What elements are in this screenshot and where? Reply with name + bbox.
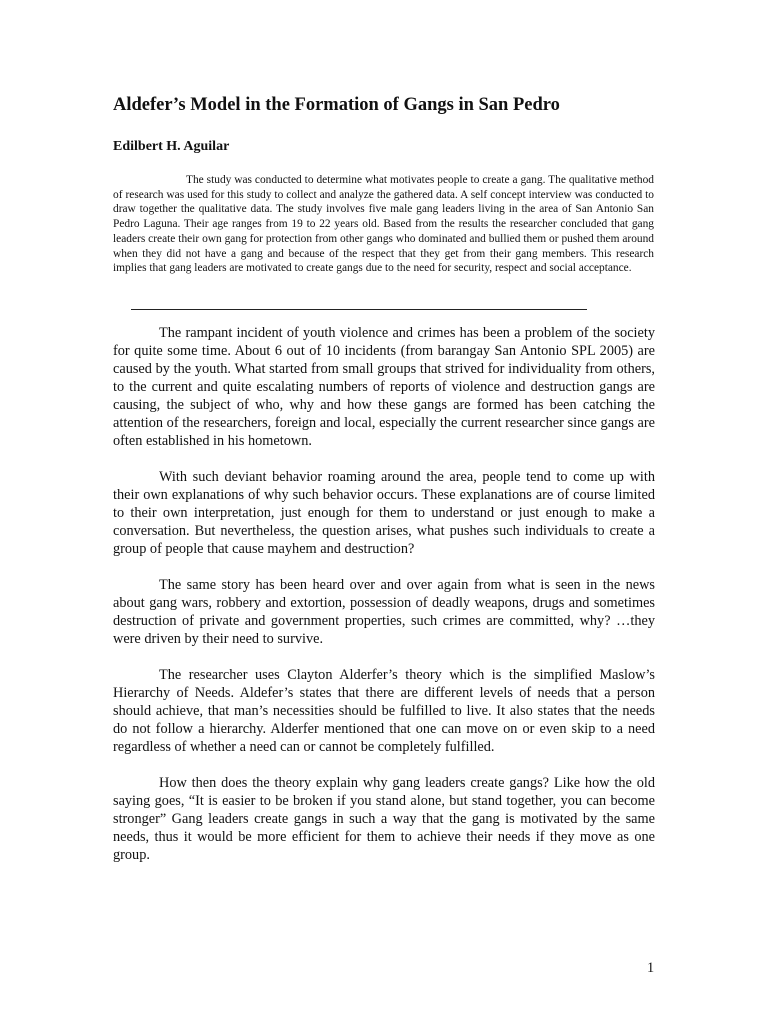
author-name: Edilbert H. Aguilar [113, 139, 230, 154]
section-divider [131, 309, 587, 310]
body-paragraph: The same story has been heard over and over again from what is seen in the news about gang wars, robbery and extortion, possession of deadly weapons, drugs and sometimes destruction of private and government properties, such crimes are committed, why? …they were driven by their need to survive. [113, 577, 655, 647]
body-paragraph: The researcher uses Clayton Alderfer’s theory which is the simplified Maslow’s Hierarchy of Needs. Aldefer’s states that there are different levels of needs that a person should achieve, that man’s necessities should be fulfilled to live. It also states that the needs do not follow a hierarchy. Alderfer mentioned that one can move on or even skip to a need regardless of whether a need can or cannot be completely fulfilled. [113, 667, 655, 755]
body-paragraph: The rampant incident of youth violence and crimes has been a problem of the society for quite some time. About 6 out of 10 incidents (from barangay San Antonio SPL 2005) are caused by the youth. What started from small groups that strived for individuality from others, to the current and quite escalating numbers of reports of violence and destruction gangs are causing, the subject of who, why and how these gangs are formed has been catching the attention of the researchers, foreign and local, especially the current researcher since gangs are often established in his hometown. [113, 325, 655, 449]
body-paragraph: With such deviant behavior roaming around the area, people tend to come up with their own explanations of why such behavior occurs. These explanations are of course limited to their own interpretation, just enough for them to understand or just enough to make a conversation. But nevertheless, the question arises, what pushes such individuals to create a group of people that cause mayhem and destruction? [113, 469, 655, 557]
page-number: 1 [647, 960, 655, 976]
document-title: Aldefer’s Model in the Formation of Gangs in San Pedro [113, 95, 560, 115]
abstract: The study was conducted to determine what motivates people to create a gang. The qualitative method of research was used for this study to collect and analyze the gathered data. A self concept interview was conducted to draw together the qualitative data. The study involves five male gang leaders living in the area of San Antonio San Pedro Laguna. Their age ranges from 19 to 22 years old. Based from the results the researcher concluded that gang leaders create their own gang for protection from other gangs who dominated and bullied them or pushed them around when they did not have a gang and because of the respect that they get from their gang members. This research implies that gang leaders are motivated to create gangs due to the need for security, respect and social acceptance. [113, 174, 654, 275]
body-paragraph: How then does the theory explain why gang leaders create gangs? Like how the old saying goes, “It is easier to be broken if you stand alone, but stand together, you can become stronger” Gang leaders create gangs in such a way that the gang is motivated by the same needs, thus it would be more efficient for them to achieve their needs if they move as one group. [113, 775, 655, 863]
body-text [113, 324, 655, 882]
